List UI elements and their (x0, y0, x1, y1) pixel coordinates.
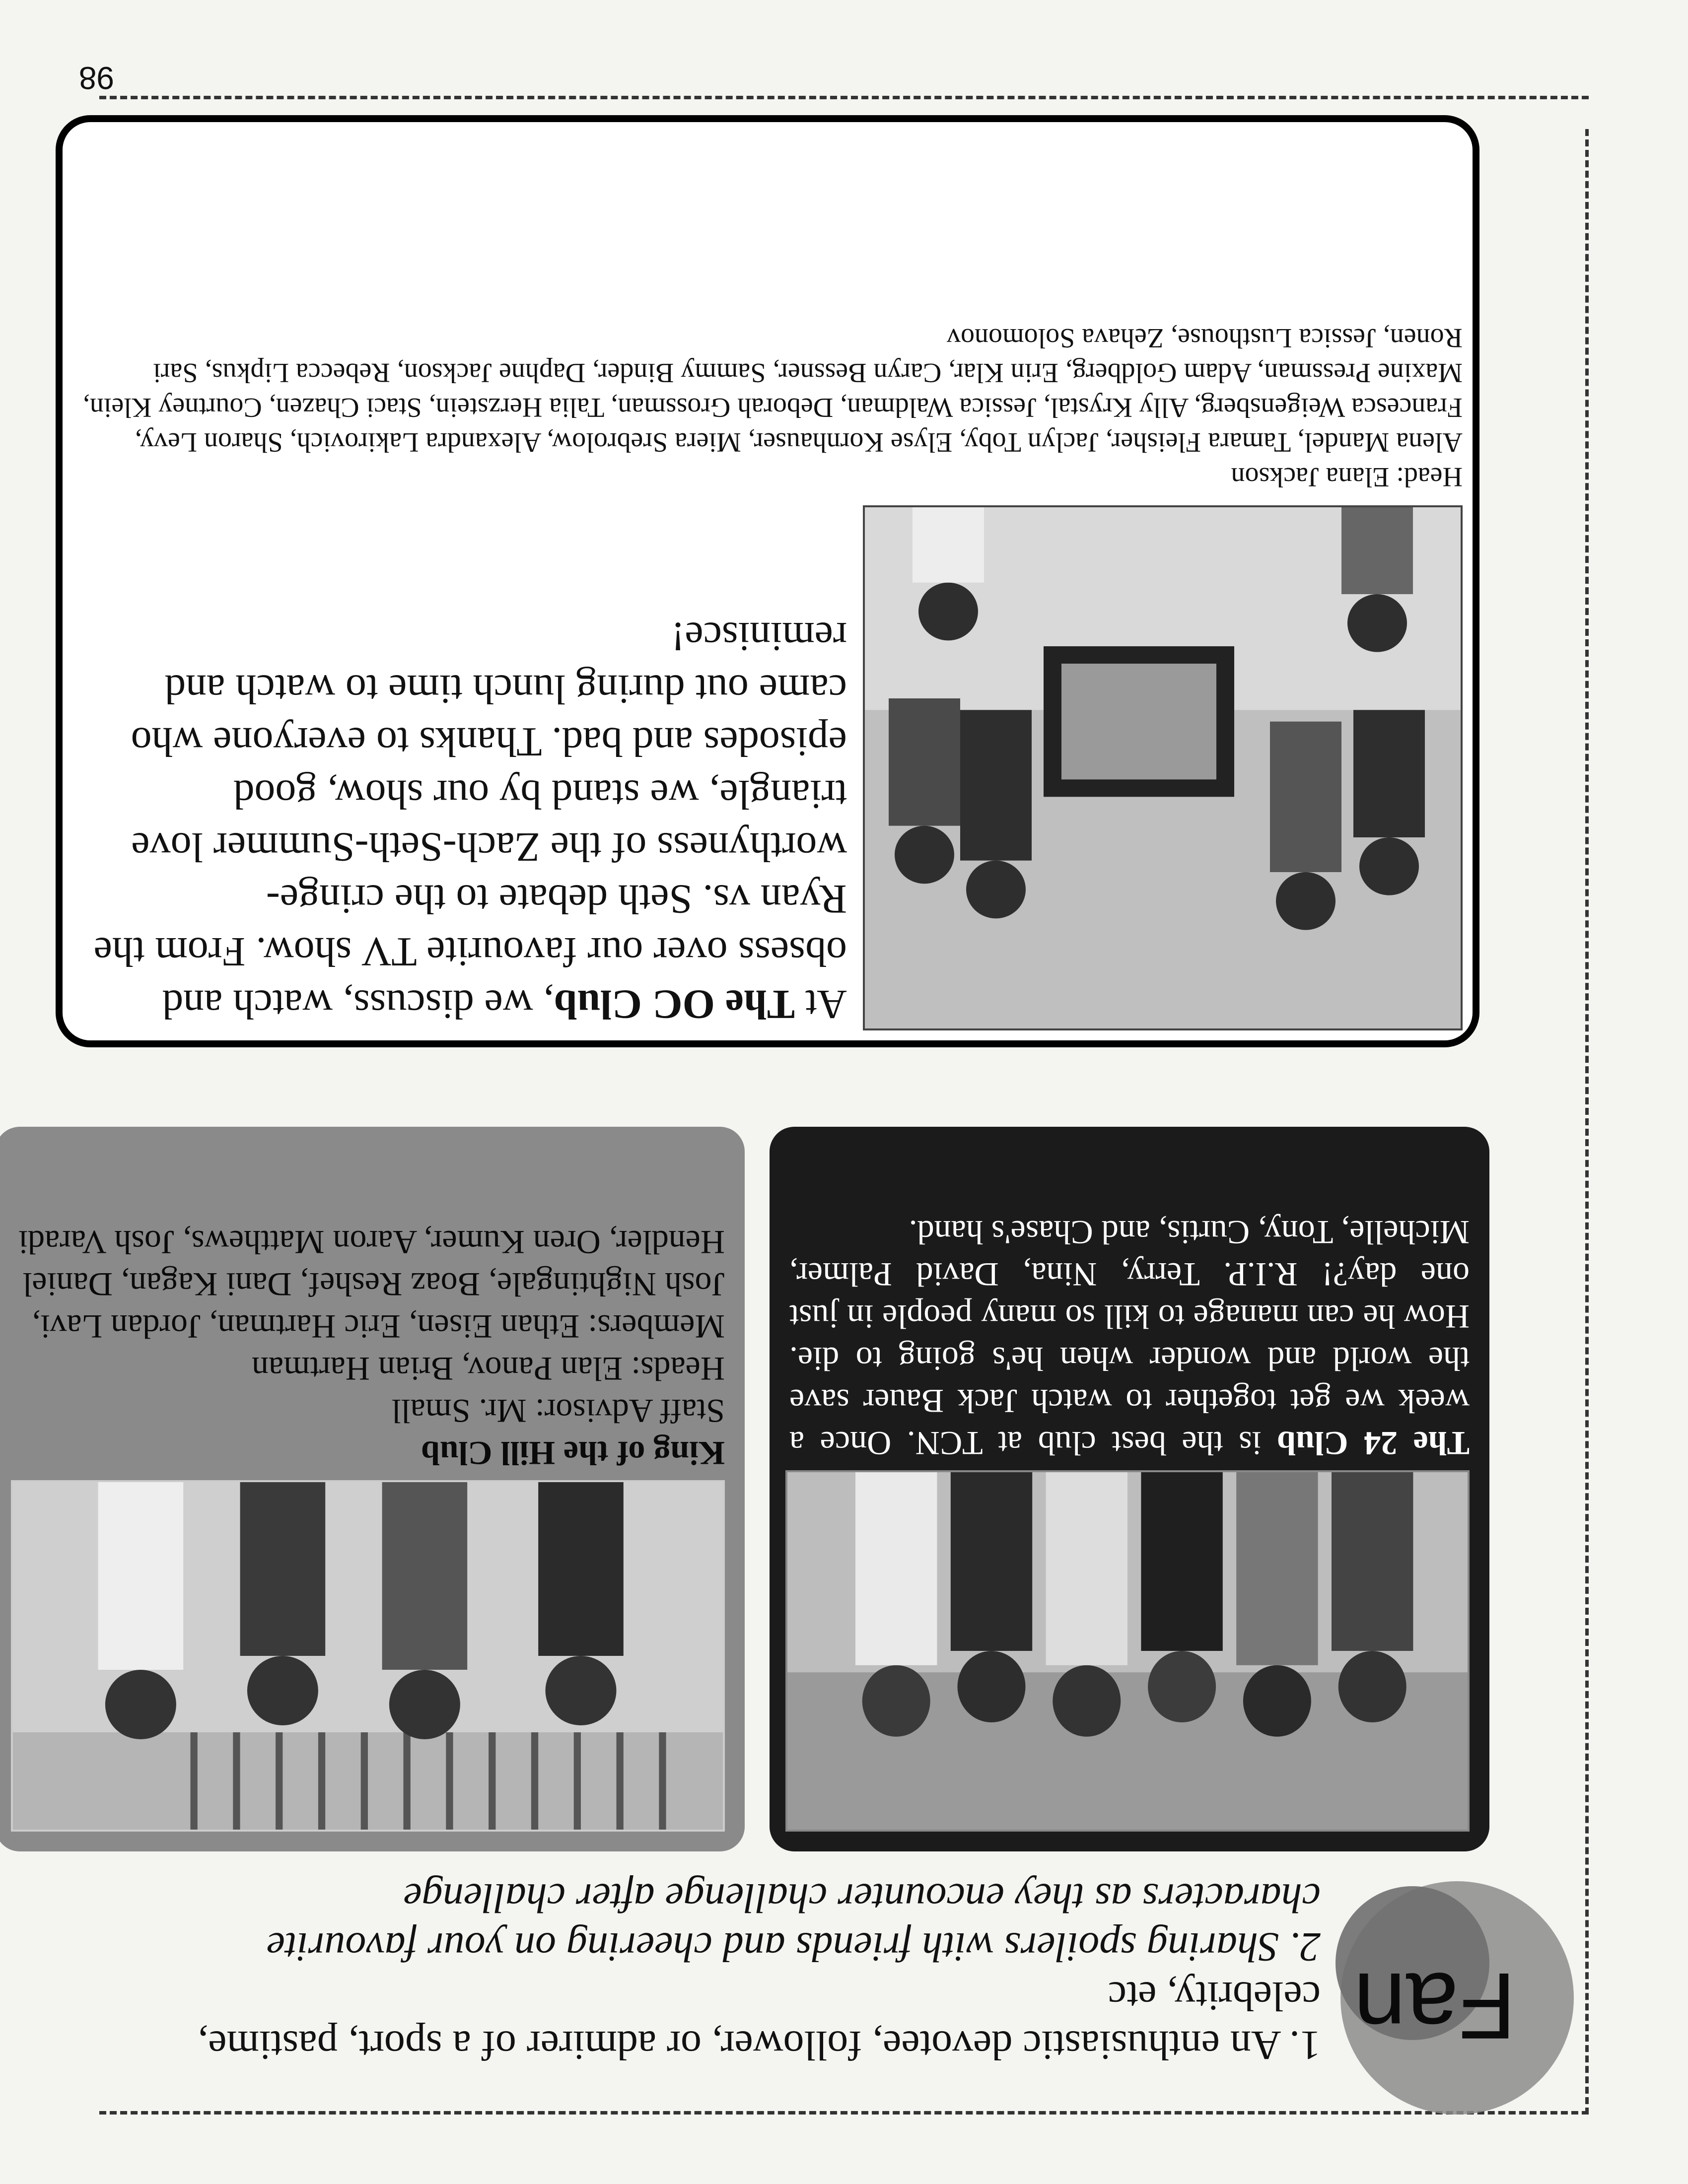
king-of-the-hill-advisor: Staff Advisor: Mr. Small (391, 1392, 725, 1430)
king-of-the-hill-card (0, 1127, 745, 1851)
king-of-the-hill-photo (11, 1480, 725, 1832)
club-24-description: is the best club at TCN. Once a week we get together to watch Jack Bauer save the world and wonder when he's going to die. How he can manage to kill so many people in just one day?! R.I.P. Terry, Nina, David Palmer, Michelle, Tony, Curtis, and Chase's hand. (789, 1214, 1470, 1462)
definition-item-2: 2. Sharing spoilers with friends and cheering on your favourite characters as they encounter challenge after challenge (266, 1874, 1321, 1970)
club-24-card (770, 1127, 1489, 1851)
dashed-border-bottom (99, 96, 1589, 99)
oc-club-head: Head: Elana Jackson (1231, 462, 1463, 492)
king-of-the-hill-heads: Heads: Elan Panov, Brian Hartman (252, 1350, 725, 1388)
oc-club-photo (863, 505, 1463, 1030)
fan-definition (154, 1873, 1321, 2070)
king-of-the-hill-name: King of the Hill Club (421, 1434, 725, 1472)
definition-item-1: 1. An enthusiastic devotee, follower, or admirer of a sport, pastime, celebrity, etc (198, 1973, 1321, 2068)
fan-title: Fan (1353, 1953, 1516, 2058)
club-24-photo (785, 1470, 1470, 1832)
oc-club-intro: At (805, 981, 847, 1027)
club-24-text (789, 1211, 1470, 1464)
club-24-name: The 24 Club (1276, 1425, 1470, 1462)
oc-club-card (56, 115, 1479, 1047)
oc-club-name: The OC Club (554, 981, 795, 1027)
king-of-the-hill-text (15, 1221, 725, 1474)
oc-club-text (87, 610, 847, 1030)
dashed-border-top (99, 2111, 1589, 2115)
oc-club-members: Alena Mandel, Tamara Fleisher, Jaclyn Toby, Elyse Kornhauser, Miera Srebrolow, Alexandra Lakirovich, Sharon Levy, Francesca Weigensberg, Ally Krystal, Jessica Waldman, Deborah Grossman, Talia Herzstein, Staci Chazen, Courtney Klein, Maxine Pressman, Adam Goldberg, Erin Klar, Caryn Bessner, Sammy Binder, Daphne Jackson, Rebecca Lipkus, Sari Ronen, Jessica Lusthouse, Zehava Solomonov (82, 323, 1463, 458)
oc-club-members-block (77, 321, 1463, 494)
king-of-the-hill-members: Members: Ethan Eisen, Eric Hartman, Jordan Lavi, Josh Nightingale, Boaz Reshef, Dani Kagan, Daniel Hendler, Oren Kumer, Aaron Matthews, Josh Varadi (18, 1224, 725, 1346)
dashed-border-left (1585, 129, 1589, 2115)
page-number: 98 (78, 60, 114, 96)
oc-club-description: , we discuss, watch and obsess over our favourite TV show. From the Ryan vs. Seth debate to the cringe-worthyness of the Zach-Seth-Summer love triangle, we stand by our show, good episodes and bad. Thanks to everyone who came out during lunch time to watch and reminisce! (93, 614, 847, 1027)
